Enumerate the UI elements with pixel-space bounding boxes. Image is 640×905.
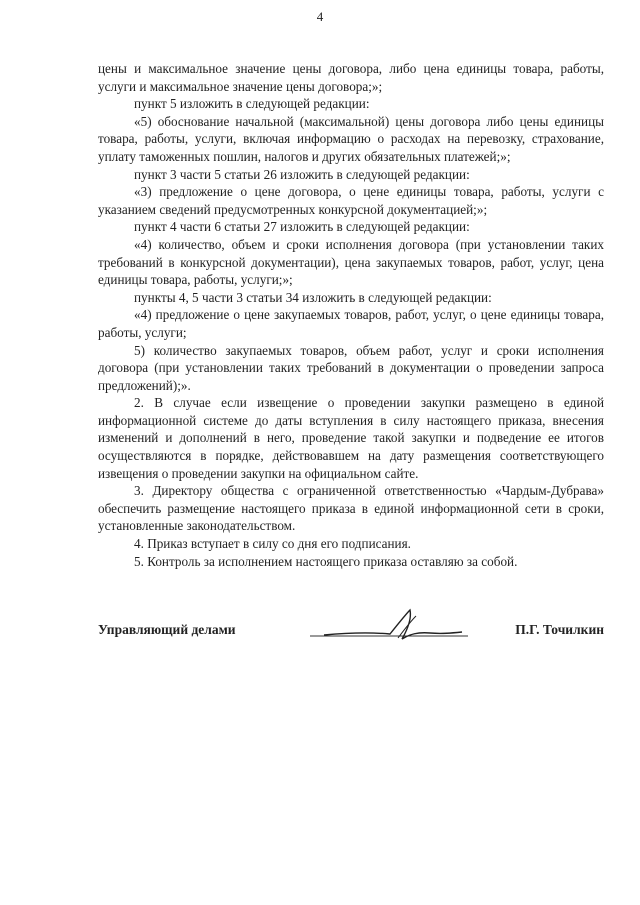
paragraph: 2. В случае если извещение о проведении закупки размещено в единой информационной системе до даты вступления в силу настоящего приказа, внесения изменений и дополнений в него, проведение такой закупки и подведение ее итогов осуществляются в порядке, действовавшем на дату размещения соответствующего извещения о проведении закупки на официальном сайте. xyxy=(98,395,604,481)
paragraph: пункты 4, 5 части 3 статьи 34 изложить в следующей редакции: xyxy=(134,289,492,305)
paragraph: пункт 5 изложить в следующей редакции: xyxy=(134,96,370,112)
paragraph: «5) обоснование начальной (максимальной) цены договора либо цены единицы товара, работы, услуги, включая информацию о расходах на перевозку, страхование, уплату таможенных пошлин, налогов и других обязательных платежей;»; xyxy=(98,113,604,164)
paragraph: пункт 3 части 5 статьи 26 изложить в следующей редакции: xyxy=(134,166,470,182)
paragraph: цены и максимальное значение цены договора, либо цена единицы товара, работы, услуги и максимальное значение цены договора;»; xyxy=(98,61,604,94)
paragraph: «3) предложение о цене договора, о цене единицы товара, работы, услуги с указанием сведений предусмотренных конкурсной документацией;»; xyxy=(98,184,604,217)
paragraph: 5. Контроль за исполнением настоящего приказа оставляю за собой. xyxy=(134,553,518,569)
paragraph: 3. Директору общества с ограниченной ответственностью «Чардым-Дубрава» обеспечить размещение настоящего приказа в единой информационной сети в сроки, установленные законодательством. xyxy=(98,483,604,534)
paragraph: 5) количество закупаемых товаров, объем работ, услуг и сроки исполнения договора (при установлении таких требований в документации о проведении запроса предложений);». xyxy=(98,342,604,393)
signatory-name: П.Г. Точилкин xyxy=(515,622,604,637)
paragraph: пункт 4 части 6 статьи 27 изложить в следующей редакции: xyxy=(134,219,470,235)
handwritten-signature xyxy=(306,606,472,646)
signature-block xyxy=(98,618,604,644)
paragraph: «4) предложение о цене закупаемых товаров, работ, услуг, о цене единицы товара, работы, услуги; xyxy=(98,307,604,340)
paragraph: 4. Приказ вступает в силу со дня его подписания. xyxy=(134,536,411,552)
paragraph: «4) количество, объем и сроки исполнения договора (при установлении таких требований в конкурсной документации), цена закупаемых товаров, работ, услуг, цена единицы товара, работы, услуги;»; xyxy=(98,236,604,288)
signatory-position: Управляющий делами xyxy=(98,622,236,637)
document-body xyxy=(98,60,604,570)
page-number: 4 xyxy=(316,9,324,24)
